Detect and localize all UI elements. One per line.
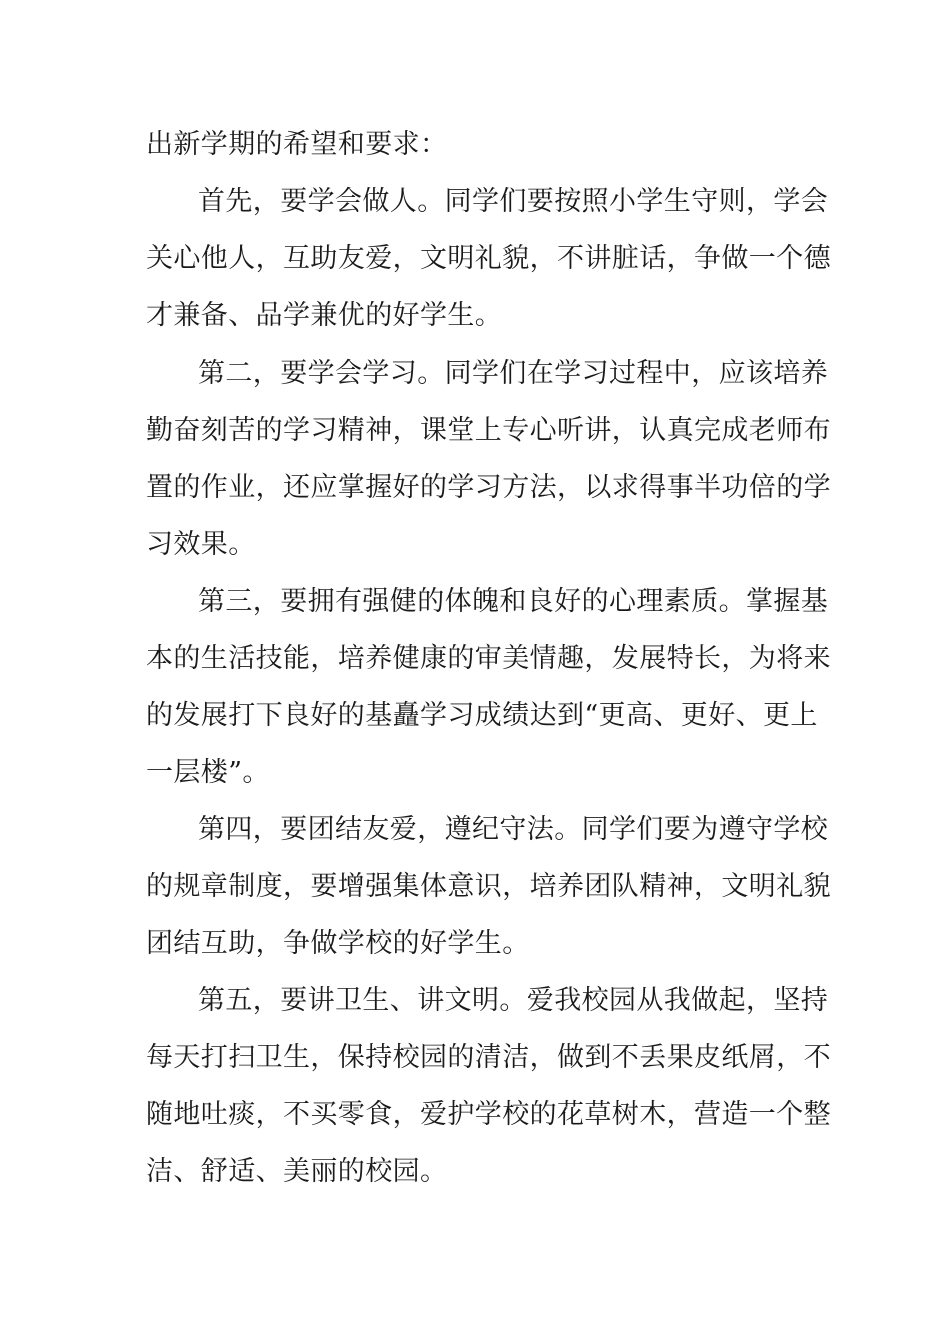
- paragraph-third-line-3: 的发展打下良好的基矗学习成绩达到“更高、更好、更上: [146, 700, 818, 731]
- paragraph-fourth-line-3: 团结互助，争做学校的好学生。: [146, 928, 530, 959]
- paragraph-third-line-2: 本的生活技能，培养健康的审美情趣，发展特长，为将来: [146, 643, 831, 674]
- paragraph-fifth-line-4: 洁、舒适、美丽的校园。: [146, 1156, 448, 1187]
- paragraph-second-line-2: 勤奋刻苦的学习精神，课堂上专心听讲，认真完成老师布: [146, 415, 831, 446]
- paragraph-third-line: 第三，要拥有强健的体魄和良好的心理素质。掌握基: [198, 586, 829, 617]
- paragraph-second-line-3: 置的作业，还应掌握好的学习方法，以求得事半功倍的学: [146, 472, 831, 503]
- paragraph-fifth-line-2: 每天打扫卫生，保持校园的清洁，做到不丢果皮纸屑，不: [146, 1042, 831, 1073]
- paragraph-fourth-line: 第四，要团结友爱，遵纪守法。同学们要为遵守学校: [198, 814, 829, 845]
- text-line-intro: 出新学期的希望和要求：: [146, 129, 448, 160]
- paragraph-fifth-line: 第五，要讲卫生、讲文明。爱我校园从我做起，坚持: [198, 985, 829, 1016]
- paragraph-first-line-3: 才兼备、品学兼优的好学生。: [146, 300, 503, 331]
- paragraph-first-line-2: 关心他人，互助友爱，文明礼貌，不讲脏话，争做一个德: [146, 243, 831, 274]
- paragraph-fourth-line-2: 的规章制度，要增强集体意识，培养团队精神，文明礼貌: [146, 871, 831, 902]
- paragraph-second-line: 第二，要学会学习。同学们在学习过程中，应该培养: [198, 358, 829, 389]
- paragraph-second-line-4: 习效果。: [146, 529, 256, 560]
- paragraph-first-line: 首先，要学会做人。同学们要按照小学生守则，学会: [198, 186, 829, 217]
- paragraph-fifth-line-3: 随地吐痰，不买零食，爱护学校的花草树木，营造一个整: [146, 1099, 831, 1130]
- paragraph-third-line-4: 一层楼”。: [146, 757, 270, 788]
